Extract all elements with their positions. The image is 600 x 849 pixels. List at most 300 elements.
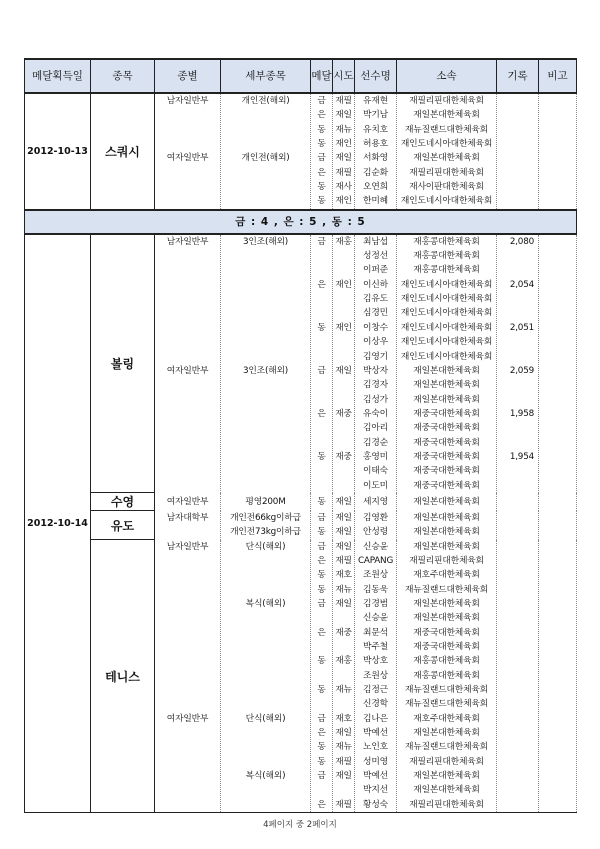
team-name: 재일본대한체육회 (413, 613, 480, 624)
athlete-name: 안성령 (363, 527, 388, 538)
detail-line: 단식(해외) (245, 713, 286, 724)
detail-line: 개인전(해외) (241, 153, 290, 164)
team-name: 재인도네시아대한체육회 (400, 196, 493, 207)
detail-line: 개인전66kg이하급 (230, 512, 301, 523)
division-column (155, 234, 221, 493)
athlete-name: 김유도 (363, 294, 388, 305)
athlete-name: 최문석 (363, 627, 388, 638)
sport-row (25, 493, 577, 511)
division-line (155, 108, 220, 122)
division-line (155, 755, 220, 769)
record-column (497, 493, 539, 511)
medal-line (311, 669, 332, 683)
medal-line: 금 (317, 541, 326, 552)
sido-line: 재인 (335, 322, 352, 333)
header-note: 비고 (539, 59, 577, 93)
sido-line: 재필 (335, 756, 352, 767)
sido-line: 재인 (335, 139, 352, 150)
medal-line: 동 (317, 570, 326, 581)
team-column (397, 234, 497, 493)
medal-line: 동 (317, 742, 326, 753)
medal-line (311, 611, 332, 625)
team-name: 재일본대한체육회 (413, 512, 480, 523)
team-name: 재뉴질랜드대한체육회 (405, 124, 488, 135)
medal-column (311, 493, 333, 511)
team-name: 재필리핀대한체육회 (409, 555, 484, 566)
detail-line (221, 166, 310, 180)
medal-line: 금 (317, 771, 326, 782)
division-line (155, 611, 220, 625)
medal-line: 금 (317, 153, 326, 164)
athlete-name: 유치호 (363, 124, 388, 135)
record-value (497, 495, 538, 509)
detail-line (221, 798, 310, 812)
medal-line (311, 292, 332, 306)
medal-line (311, 464, 332, 478)
team-name: 재중국대한체육회 (413, 437, 480, 448)
sport-row (25, 511, 577, 540)
detail-line (221, 726, 310, 740)
sido-line: 재뉴 (335, 685, 352, 696)
medal-line (311, 249, 332, 263)
team-name: 재중국대한체육회 (413, 642, 480, 653)
division-line (155, 783, 220, 797)
team-name: 재일본대한체육회 (413, 527, 480, 538)
division-line (155, 654, 220, 668)
team-name: 재인도네시아대한체육회 (400, 322, 493, 333)
record-value (497, 436, 538, 450)
record-value (497, 511, 538, 525)
division-line (155, 321, 220, 335)
division-line (155, 464, 220, 478)
record-value (497, 611, 538, 625)
medal-line: 은 (317, 627, 326, 638)
record-value (497, 798, 538, 812)
division-line (155, 798, 220, 812)
division-line (155, 597, 220, 611)
team-name: 재일본대한체육회 (413, 110, 480, 121)
division-line (155, 525, 220, 539)
sido-line: 재필 (335, 799, 352, 810)
team-name: 재뉴질랜드대한체육회 (405, 685, 488, 696)
division-line (155, 769, 220, 783)
team-name: 재중국대한체육회 (413, 627, 480, 638)
detail-line (221, 137, 310, 151)
header-row (25, 59, 577, 93)
detail-line (221, 583, 310, 597)
sido-line (333, 393, 354, 407)
team-name: 재인도네시아대한체육회 (400, 337, 493, 348)
sido-line: 재일 (335, 599, 352, 609)
detail-line (221, 654, 310, 668)
record-value (497, 554, 538, 568)
division-line (155, 436, 220, 450)
detail-line (221, 321, 310, 335)
detail-line (221, 249, 310, 263)
header-sport: 종목 (91, 59, 155, 93)
medal-line (311, 421, 332, 435)
record-column (497, 234, 539, 493)
medal-line: 동 (317, 139, 326, 150)
team-name: 재일본대한체육회 (413, 380, 480, 391)
detail-line (221, 378, 310, 392)
athlete-name: 유숙이 (363, 408, 388, 419)
detail-column (221, 234, 311, 493)
medal-line: 동 (317, 584, 326, 595)
medal-line: 금 (317, 713, 326, 724)
record-value (497, 194, 538, 208)
record-value (497, 540, 538, 554)
detail-line (221, 407, 310, 421)
record-value (497, 292, 538, 306)
division-line (155, 335, 220, 349)
division-line: 남자일반부 (166, 541, 209, 552)
division-line: 여자일반부 (166, 153, 209, 164)
medal-line: 동 (317, 196, 326, 207)
medal-line (311, 378, 332, 392)
athlete-name: 성정선 (363, 251, 388, 262)
detail-line (221, 450, 310, 464)
record-value (497, 378, 538, 392)
medal-line: 동 (317, 527, 326, 538)
record-value (497, 583, 538, 597)
record-value (497, 421, 538, 435)
record-value (497, 108, 538, 122)
team-column (397, 540, 497, 813)
athlete-name: 박예선 (363, 728, 388, 739)
table-body (25, 93, 577, 813)
detail-column (221, 493, 311, 511)
athlete-name: 서화영 (363, 153, 388, 164)
medal-date: 2012-10-13 (25, 93, 91, 210)
athlete-name: 김정근 (363, 685, 388, 696)
record-value (497, 123, 538, 137)
detail-line: 평영200M (245, 496, 286, 507)
header-medal: 메달 (311, 59, 333, 93)
division-line: 남자일반부 (166, 236, 209, 247)
record-value (497, 683, 538, 697)
detail-line (221, 108, 310, 122)
detail-line (221, 740, 310, 754)
sido-column (333, 511, 355, 540)
medal-line: 은 (317, 167, 326, 178)
athlete-name: 심경민 (363, 308, 388, 319)
record-value (497, 180, 538, 194)
athlete-name: 김순화 (363, 167, 388, 178)
medal-line: 동 (317, 685, 326, 696)
team-name: 재중국대한체육회 (413, 423, 480, 434)
record-value (497, 712, 538, 726)
detail-line: 3인조(해외) (242, 236, 289, 247)
division-line: 남자일반부 (166, 96, 209, 106)
athlete-name: 김영환 (363, 512, 388, 523)
record-value (497, 479, 538, 493)
detail-line (221, 464, 310, 478)
medal-line: 은 (317, 728, 326, 739)
team-name: 재일본대한체육회 (413, 394, 480, 405)
record-column (497, 93, 539, 210)
team-name: 재일본대한체육회 (413, 541, 480, 552)
athlete-name: 이상우 (363, 337, 388, 348)
sido-column (333, 493, 355, 511)
medal-line (311, 697, 332, 711)
team-name: 재호주대한체육회 (413, 570, 480, 581)
athlete-name: 박예선 (363, 771, 388, 782)
medal-line: 금 (317, 599, 326, 609)
medal-line: 은 (317, 279, 326, 290)
medal-line: 금 (317, 96, 326, 106)
team-name: 재인도네시아대한체육회 (400, 279, 493, 290)
medal-line (311, 306, 332, 320)
sido-line (333, 421, 354, 435)
medal-line: 동 (317, 656, 326, 667)
medal-line: 동 (317, 451, 326, 462)
medal-line: 금 (317, 365, 326, 376)
record-value (497, 640, 538, 654)
sido-line: 재일 (335, 496, 352, 507)
sido-line (333, 335, 354, 349)
record-value (497, 568, 538, 582)
team-name: 재뉴질랜드대한체육회 (405, 584, 488, 595)
detail-line: 3인조(해외) (242, 365, 289, 376)
medal-line (311, 640, 332, 654)
division-line (155, 626, 220, 640)
record-value (497, 151, 538, 165)
record-value (497, 249, 538, 263)
record-value: 2,051 (509, 322, 534, 333)
sido-line: 재호 (335, 570, 352, 581)
division-column (155, 540, 221, 813)
team-name: 재뉴질랜드대한체육회 (405, 699, 488, 710)
sport-row (25, 234, 577, 493)
record-value (497, 137, 538, 151)
division-column (155, 511, 221, 540)
sido-line (333, 464, 354, 478)
athlete-name: CAPANG (357, 555, 394, 566)
division-line (155, 292, 220, 306)
division-line (155, 306, 220, 320)
athlete-name: 홍영미 (363, 451, 388, 462)
team-name: 재중국대한체육회 (413, 480, 480, 491)
sport-name: 유도 (91, 511, 155, 540)
sido-line: 재일 (335, 110, 352, 121)
medal-line: 은 (317, 408, 326, 419)
record-value (497, 94, 538, 108)
detail-line (221, 697, 310, 711)
division-column (155, 493, 221, 511)
sport-name: 볼링 (91, 234, 155, 493)
team-name: 재일본대한체육회 (413, 153, 480, 164)
medal-line (311, 479, 332, 493)
medal-date: 2012-10-14 (25, 234, 91, 813)
record-value (497, 755, 538, 769)
header-detail: 세부종목 (221, 59, 311, 93)
sport-row (25, 540, 577, 813)
sido-column (333, 234, 355, 493)
division-line: 여자일반부 (166, 713, 209, 724)
team-name: 재홍콩대한체육회 (413, 670, 480, 681)
detail-line: 복식(해외) (245, 771, 286, 782)
record-value (497, 769, 538, 783)
sido-line: 재일 (335, 365, 352, 376)
athlete-name: 유재현 (363, 96, 388, 106)
athlete-name: 황성숙 (363, 799, 388, 810)
sido-line: 재인 (335, 196, 352, 207)
detail-line (221, 292, 310, 306)
division-line (155, 740, 220, 754)
sido-line (333, 263, 354, 277)
athlete-name: 박상호 (363, 656, 388, 667)
record-value (497, 350, 538, 364)
team-name: 재일본대한체육회 (413, 728, 480, 739)
detail-line (221, 306, 310, 320)
sido-line: 재홍 (335, 236, 352, 247)
division-line (155, 249, 220, 263)
athlete-name: 신경학 (363, 699, 388, 710)
medal-line (311, 436, 332, 450)
detail-line (221, 554, 310, 568)
team-name: 재인도네시아대한체육회 (400, 308, 493, 319)
sido-line (333, 249, 354, 263)
sido-line: 재뉴 (335, 124, 352, 135)
sido-line: 재일 (335, 771, 352, 782)
detail-column (221, 511, 311, 540)
record-value (497, 654, 538, 668)
record-value: 2,080 (509, 236, 534, 247)
record-value (497, 740, 538, 754)
division-line (155, 378, 220, 392)
detail-line (221, 568, 310, 582)
record-value (497, 626, 538, 640)
record-value (497, 726, 538, 740)
athlete-name: 이태숙 (363, 466, 388, 477)
athlete-name: 오연희 (363, 182, 388, 193)
sido-line: 재중 (335, 408, 352, 419)
medal-line: 동 (317, 124, 326, 135)
sido-line: 재중 (335, 627, 352, 638)
sido-line: 재일 (335, 527, 352, 538)
division-line: 여자일반부 (166, 365, 209, 376)
athlete-column (355, 540, 397, 813)
team-name: 재홍콩대한체육회 (413, 251, 480, 262)
medal-column (311, 93, 333, 210)
medal-line (311, 393, 332, 407)
athlete-name: 박기남 (363, 110, 388, 121)
header-sido: 시도 (333, 59, 355, 93)
medal-line: 동 (317, 322, 326, 333)
record-value (497, 263, 538, 277)
athlete-name: 김영기 (363, 351, 388, 362)
note-column (539, 511, 577, 540)
medal-column (311, 234, 333, 493)
detail-line: 단식(해외) (245, 541, 286, 552)
sido-line: 재필 (335, 167, 352, 178)
sido-column (333, 540, 355, 813)
medal-line: 동 (317, 496, 326, 507)
division-line (155, 278, 220, 292)
detail-line: 복식(해외) (245, 599, 286, 609)
team-column (397, 493, 497, 511)
sido-line: 재필 (335, 96, 352, 106)
team-column (397, 511, 497, 540)
sido-line: 재사 (335, 182, 352, 193)
athlete-column (355, 234, 397, 493)
medal-line: 은 (317, 555, 326, 566)
division-line (155, 194, 220, 208)
detail-line (221, 393, 310, 407)
team-name: 재일본대한체육회 (413, 599, 480, 609)
division-line (155, 479, 220, 493)
division-line: 남자대학부 (166, 512, 209, 523)
sido-column (333, 93, 355, 210)
header-team: 소속 (397, 59, 497, 93)
division-line (155, 683, 220, 697)
record-value (497, 669, 538, 683)
detail-line (221, 611, 310, 625)
detail-line (221, 755, 310, 769)
sido-line (333, 436, 354, 450)
detail-line (221, 263, 310, 277)
division-line (155, 407, 220, 421)
athlete-name: 이신하 (363, 279, 388, 290)
medal-line: 은 (317, 799, 326, 810)
team-name: 재홍콩대한체육회 (413, 236, 480, 247)
division-line (155, 180, 220, 194)
sido-line (333, 611, 354, 625)
medal-line: 금 (317, 512, 326, 523)
team-name: 재뉴질랜드대한체육회 (405, 742, 488, 753)
note-column (539, 493, 577, 511)
athlete-name: 신승윤 (363, 613, 388, 624)
sido-line: 재중 (335, 451, 352, 462)
note-column (539, 234, 577, 493)
record-value: 2,054 (509, 279, 534, 290)
sido-line (333, 697, 354, 711)
record-value: 1,954 (509, 451, 534, 462)
medal-line (311, 263, 332, 277)
team-name: 재일본대한체육회 (413, 771, 480, 782)
record-value: 2,059 (509, 365, 534, 376)
athlete-column (355, 493, 397, 511)
medal-line: 동 (317, 182, 326, 193)
team-name: 재홍콩대한체육회 (413, 265, 480, 276)
division-line (155, 123, 220, 137)
sido-line (333, 783, 354, 797)
sido-line (333, 350, 354, 364)
header-athlete: 선수명 (355, 59, 397, 93)
athlete-name: 최남섭 (363, 236, 388, 247)
medal-column (311, 540, 333, 813)
athlete-name: 김경자 (363, 380, 388, 391)
division-line (155, 583, 220, 597)
athlete-name: 김경범 (363, 599, 388, 609)
sido-line (333, 669, 354, 683)
team-name: 재인도네시아대한체육회 (400, 139, 493, 150)
record-value (497, 306, 538, 320)
medal-line (311, 335, 332, 349)
detail-line (221, 436, 310, 450)
athlete-name: 김동욱 (363, 584, 388, 595)
detail-line: 개인전(해외) (241, 96, 290, 106)
sido-line: 재홍 (335, 656, 352, 667)
athlete-name: 조원상 (363, 670, 388, 681)
note-column (539, 93, 577, 210)
division-line: 여자일반부 (166, 496, 209, 507)
team-name: 재사이판대한체육회 (409, 182, 484, 193)
detail-line (221, 669, 310, 683)
record-column (497, 540, 539, 813)
sport-row (25, 93, 577, 210)
